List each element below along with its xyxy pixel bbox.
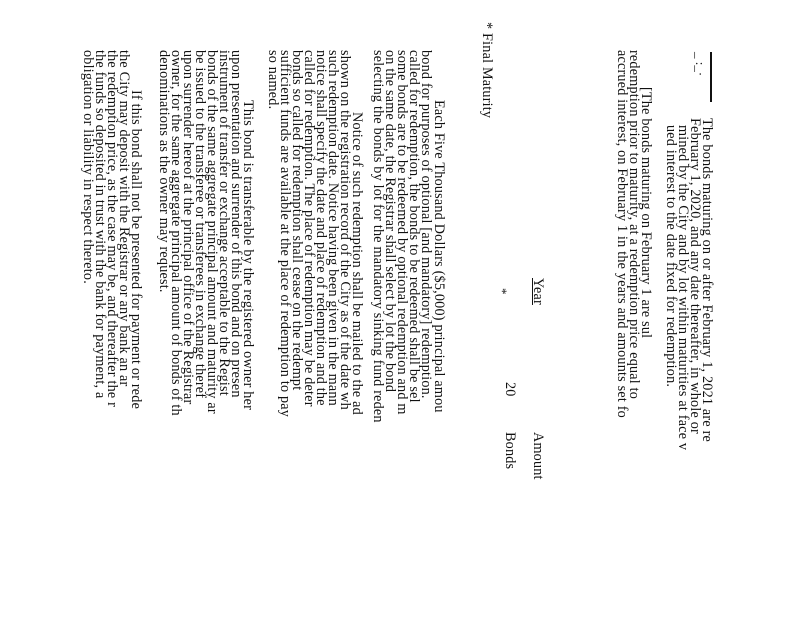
p1-line: ued interest to the date fixed for redemption. <box>663 125 679 388</box>
p5-line: This bond is transferable by the registered owner her <box>240 100 256 411</box>
p5-line: owner, for the same aggregate principal amount of bonds of th <box>168 50 184 416</box>
p6-line: the funds so deposited in trust with the bank for payment, a <box>92 50 108 399</box>
p2-line: redemption prior to maturity, at a redemption price equal to <box>626 50 642 400</box>
p3-line: selecting the bonds by lot for the mandatory sinking fund reden <box>370 50 386 423</box>
p5-line: upon presentation and surrender of this bond and on presen <box>228 50 244 398</box>
p3-line: called for redemption, the bonds to be redeemed shall be sel <box>406 50 422 403</box>
p5-line: denominations as the owner may request. <box>156 50 172 293</box>
p2-line: [The bonds maturing on February 1 are sul <box>638 87 654 339</box>
p3-line: Each Five Thousand Dollars ($5,000) principal amou <box>431 100 447 413</box>
p3-line: some bonds are to be redeemed by optional redemption and m <box>394 50 410 415</box>
top-rule <box>710 52 712 102</box>
top-marks: _ :_· <box>693 52 708 77</box>
table-year-heading: Year <box>530 278 546 305</box>
final-maturity-star: * <box>495 288 510 295</box>
p1-line: mined by the City and by lot within maturities at face v <box>675 125 691 451</box>
p6-line: the redemption price, as the case may be, and thereafter the r <box>104 50 120 408</box>
p6-line: If this bond shall not be presented for payment or rede <box>128 90 144 410</box>
p1-line: February 1, 2020, and any date thereafter, in whole or <box>687 118 703 434</box>
p4-line: shown on the registration record of the City as of the date wh <box>337 50 353 410</box>
p2-line: accrued interest, on February 1 in the years and amounts set fo <box>614 50 630 418</box>
table-unit: Bonds <box>502 432 518 470</box>
p5-line: instrument of transfer or exchange acceptable to the Regist <box>216 50 232 396</box>
p4-line: Notice of such redemption shall be mailed to the ad <box>349 112 365 415</box>
p3-line: on the same date, the Registrar shall select by lot the bond <box>382 50 398 393</box>
p4-line: notice shall specify the date and place of redemption and the <box>313 50 329 406</box>
p1-line: The bonds maturing on or after February 1, 2021 are re <box>699 118 715 443</box>
p5-line: bonds of the same aggregate principal amount and maturity ar <box>204 50 220 414</box>
p4-line: such redemption date. Notice having been given in the mann <box>325 50 341 406</box>
p6-line: obligation or liability in respect thereto. <box>80 50 96 284</box>
p4-line: sufficient funds are available at the place of redemption to pay <box>277 50 293 418</box>
p3-line: bond for purposes of optional [and mandatory] redemption. <box>418 50 434 399</box>
p4-line: so named. <box>265 50 281 110</box>
table-amount-heading: Amount <box>530 432 546 480</box>
p5-line: upon surrender hereof at the principal office of the Registrar <box>180 50 196 405</box>
p6-line: the City may deposit with the Registrar or any bank an ar <box>116 50 132 387</box>
p4-line: bonds so called for redemption shall cease on the redempt <box>289 50 305 391</box>
final-maturity-footnote: * Final Maturity <box>479 22 495 119</box>
p5-line: be issued to the transferee or transferees in exchange theref <box>192 50 208 399</box>
table-number: 20 <box>502 382 518 397</box>
p4-line: called for redemption. The place of redemption may be deter <box>301 50 317 407</box>
